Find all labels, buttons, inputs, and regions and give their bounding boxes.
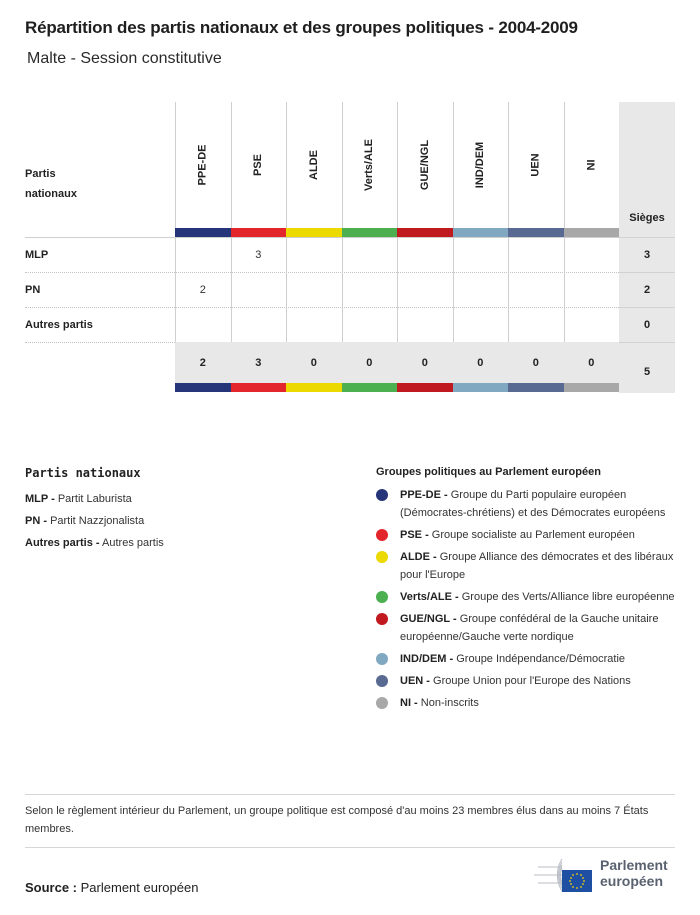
group-color-dot-icon	[376, 613, 388, 625]
legend-abbr: PSE -	[400, 529, 429, 541]
group-header-label: PPE-DE	[196, 144, 209, 186]
legend-name: Autres partis	[102, 537, 164, 549]
distribution-table	[25, 102, 675, 393]
table-cell	[453, 237, 509, 272]
legend-name: Groupe des Verts/Alliance libre européenne	[461, 591, 675, 603]
group-column	[175, 102, 231, 393]
group-header-label: UEN	[529, 153, 542, 177]
legend-heading: Groupes politiques au Parlement européen	[376, 466, 601, 478]
group-total: 0	[564, 342, 620, 383]
group-column	[508, 102, 564, 393]
legend-abbr: NI -	[400, 697, 418, 709]
legend-name: Groupe Indépendance/Démocratie	[456, 653, 626, 665]
legend-abbr: GUE/NGL -	[400, 613, 457, 625]
group-color-strip	[564, 383, 620, 392]
group-header	[453, 102, 509, 228]
group-color-strip	[508, 383, 564, 392]
group-total: 0	[508, 342, 564, 383]
legend-item	[376, 694, 676, 712]
legend-name: Non-inscrits	[420, 697, 479, 709]
group-header-label: GUE/NGL	[418, 139, 431, 191]
table-cell	[342, 237, 398, 272]
group-header-label: ALDE	[307, 150, 320, 180]
legend-name: Groupe Alliance des démocrates et des libéraux pour l'Europe	[400, 551, 674, 581]
table-cell	[564, 272, 620, 307]
group-total: 0	[397, 342, 453, 383]
footnote: Selon le règlement intérieur du Parlement, un groupe politique est composé d'au moins 23 membres élus dans au moins 7 États membres.	[25, 805, 649, 835]
group-header	[508, 102, 564, 228]
legend-abbr: ALDE -	[400, 551, 437, 563]
group-color-dot-icon	[376, 591, 388, 603]
table-cell	[342, 307, 398, 342]
national-parties-legend	[25, 466, 345, 554]
legend-abbr: Verts/ALE -	[400, 591, 459, 603]
legend-item	[376, 610, 676, 646]
table-cell	[231, 307, 287, 342]
group-color-dot-icon	[376, 697, 388, 709]
group-header-label: Verts/ALE	[363, 139, 376, 191]
european-parliament-logo	[528, 855, 678, 895]
group-color-strip	[397, 228, 453, 237]
row-label: Autres partis	[25, 318, 93, 331]
source-line	[25, 880, 198, 895]
seats-value: 2	[643, 283, 651, 296]
hemicycle-icon	[528, 855, 594, 895]
group-color-dot-icon	[376, 653, 388, 665]
group-header	[175, 102, 231, 228]
legend-item	[25, 488, 345, 510]
legend-name: Groupe Union pour l'Europe des Nations	[433, 675, 631, 687]
table-cell	[175, 307, 231, 342]
legend-abbr: IND/DEM -	[400, 653, 454, 665]
group-total: 2	[175, 342, 231, 383]
group-color-dot-icon	[376, 551, 388, 563]
row-label: PN	[25, 283, 41, 296]
group-color-strip	[286, 383, 342, 392]
table-cell	[175, 237, 231, 272]
legend-name: Partit Laburista	[57, 493, 132, 505]
table-cell: 3	[255, 248, 262, 261]
table-cell	[564, 307, 620, 342]
group-header-label: IND/DEM	[474, 141, 487, 189]
group-header	[231, 102, 287, 228]
legend-abbr: UEN -	[400, 675, 430, 687]
source-value: Parlement européen	[80, 880, 199, 895]
group-color-strip	[231, 383, 287, 392]
table-cell	[453, 272, 509, 307]
group-header	[342, 102, 398, 228]
group-column	[453, 102, 509, 393]
group-header-label: NI	[585, 159, 598, 171]
source-label: Source :	[25, 880, 78, 895]
table-cell	[286, 237, 342, 272]
legend-item	[376, 526, 676, 544]
legend-item	[376, 672, 676, 690]
group-color-dot-icon	[376, 489, 388, 501]
political-groups-legend	[376, 466, 676, 716]
seats-column	[619, 102, 675, 393]
group-color-strip	[175, 383, 231, 392]
group-color-strip	[397, 383, 453, 392]
legend-item	[25, 532, 345, 554]
group-color-strip	[231, 228, 287, 237]
group-color-strip	[564, 228, 620, 237]
group-color-strip	[175, 228, 231, 237]
group-color-dot-icon	[376, 529, 388, 541]
group-header	[286, 102, 342, 228]
group-color-strip	[453, 228, 509, 237]
legend-heading: Partis nationaux	[25, 466, 141, 480]
footer-divider	[25, 847, 675, 848]
table-cell	[231, 272, 287, 307]
group-column	[231, 102, 287, 393]
group-header	[397, 102, 453, 228]
group-total: 0	[286, 342, 342, 383]
legend-item	[376, 588, 676, 606]
group-header-label: PSE	[252, 153, 265, 177]
legend-item	[25, 510, 345, 532]
seats-header: Sièges	[629, 212, 665, 224]
table-cell	[286, 307, 342, 342]
legend-abbr: PPE-DE -	[400, 489, 448, 501]
row-header-label: Partis nationaux	[25, 168, 77, 200]
table-cell	[397, 237, 453, 272]
legend-item	[376, 486, 676, 522]
legend-name: Groupe socialiste au Parlement européen	[431, 529, 635, 541]
group-color-strip	[453, 383, 509, 392]
group-color-strip	[342, 228, 398, 237]
group-total: 3	[231, 342, 287, 383]
table-cell	[397, 307, 453, 342]
logo-text-line2: européen	[600, 873, 664, 889]
group-total: 0	[342, 342, 398, 383]
legend-abbr: Autres partis -	[25, 537, 100, 549]
table-cell	[508, 272, 564, 307]
group-column	[342, 102, 398, 393]
group-color-strip	[342, 383, 398, 392]
table-cell	[508, 307, 564, 342]
group-header	[564, 102, 620, 228]
page-title: Répartition des partis nationaux et des groupes politiques - 2004-2009	[25, 18, 578, 37]
legend-item	[376, 548, 676, 584]
footer-divider	[25, 794, 675, 795]
group-column	[397, 102, 453, 393]
table-cell	[342, 272, 398, 307]
table-cell	[508, 237, 564, 272]
group-total: 0	[453, 342, 509, 383]
page-subtitle: Malte - Session constitutive	[27, 50, 222, 67]
table-cell	[564, 237, 620, 272]
grand-total: 5	[643, 366, 651, 378]
table-cell	[453, 307, 509, 342]
seats-divider	[619, 342, 675, 343]
seats-value: 3	[643, 248, 651, 261]
legend-abbr: MLP -	[25, 493, 55, 505]
logo-text-line1: Parlement	[600, 857, 668, 873]
legend-item	[376, 650, 676, 668]
seats-value: 0	[643, 318, 651, 331]
group-color-strip	[508, 228, 564, 237]
table-cell	[286, 272, 342, 307]
group-color-strip	[286, 228, 342, 237]
legend-abbr: PN -	[25, 515, 47, 527]
legend-name: Partit Nazzjonalista	[50, 515, 145, 527]
group-column	[286, 102, 342, 393]
table-cell	[397, 272, 453, 307]
table-cell: 2	[199, 283, 206, 296]
legend-name: Groupe du Parti populaire européen (Démocrates-chrétiens) et des Démocrates européens	[400, 489, 666, 519]
group-column	[564, 102, 620, 393]
group-color-dot-icon	[376, 675, 388, 687]
row-label: MLP	[25, 248, 49, 261]
legend-name: Groupe confédéral de la Gauche unitaire européenne/Gauche verte nordique	[400, 613, 659, 643]
